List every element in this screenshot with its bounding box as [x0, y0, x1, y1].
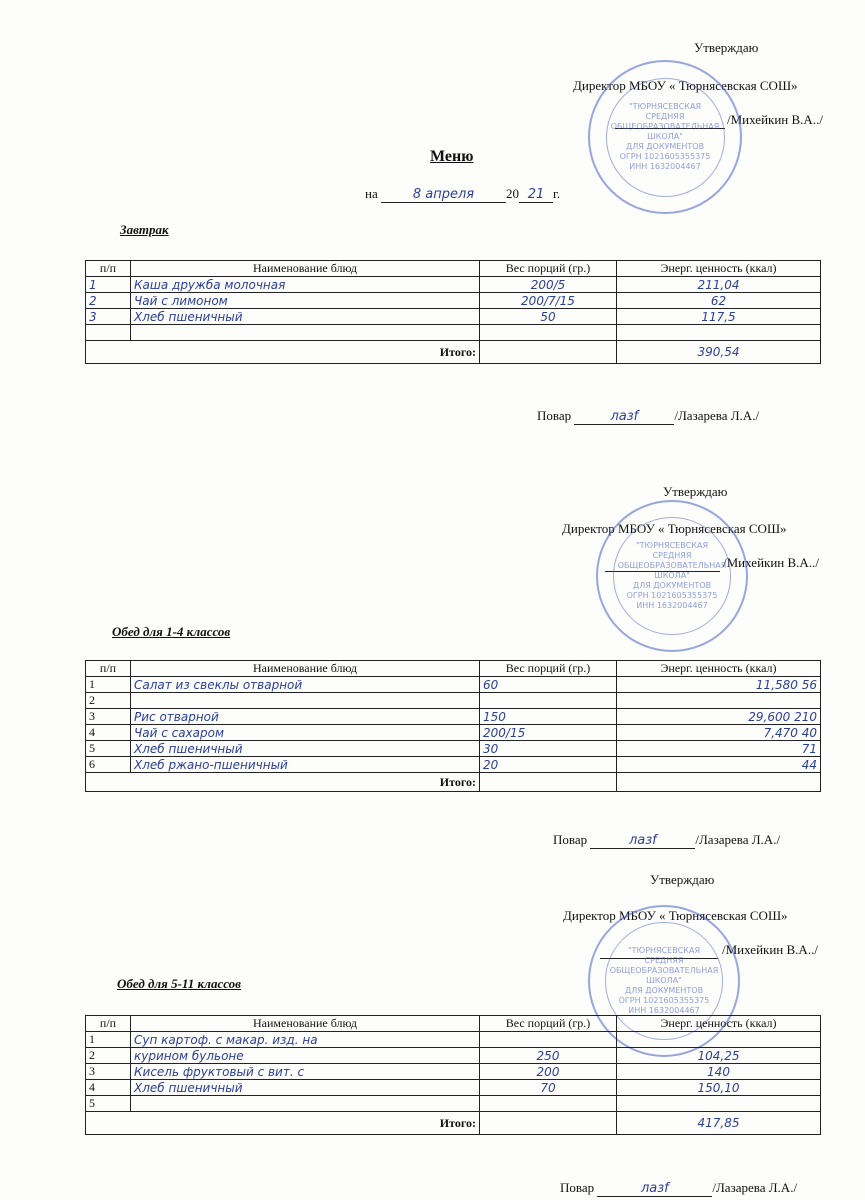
approve-director-name-2: /Михейкин В.А../	[723, 555, 819, 570]
table-header-row	[86, 661, 821, 677]
stamp-line: ОГРН 1021605355375	[626, 591, 718, 600]
cell-num: 2	[86, 293, 131, 309]
cell-name	[131, 693, 480, 709]
page-title: Меню	[430, 148, 474, 165]
cell-weight: 200/5	[480, 277, 617, 293]
col-num: п/п	[86, 261, 131, 277]
col-energy: Энерг. ценность (ккал)	[617, 261, 821, 277]
stamp-line: ОБЩЕОБРАЗОВАТЕЛЬНАЯ	[610, 122, 720, 131]
cell-name	[131, 325, 480, 341]
cell-num: 1	[86, 277, 131, 293]
cook-sign-3	[560, 1180, 797, 1197]
cell-energy	[617, 1096, 821, 1112]
cell-name	[131, 1096, 480, 1112]
cell-name: Кисель фруктовый с вит. с	[131, 1064, 480, 1080]
stamp-line: ШКОЛА"	[654, 571, 690, 580]
cell-name: Салат из свеклы отварной	[131, 677, 480, 693]
table-row	[86, 1080, 821, 1096]
stamp-line: ДЛЯ ДОКУМЕНТОВ	[625, 142, 705, 151]
stamp-line: ИНН 1632004467	[629, 162, 701, 171]
total-value: 390,54	[617, 341, 821, 364]
table-row	[86, 277, 821, 293]
cook-name: /Лазарева Л.А./	[712, 1180, 798, 1195]
cell-weight: 200	[480, 1064, 617, 1080]
cell-weight	[480, 773, 617, 792]
stamp-line: ШКОЛА"	[646, 976, 682, 985]
cook-signature: лазf	[597, 1181, 712, 1197]
cell-name: Хлеб пшеничный	[131, 741, 480, 757]
cell-num: 5	[86, 741, 131, 757]
total-value: 417,85	[617, 1112, 821, 1135]
cell-num: 3	[86, 309, 131, 325]
lunch2-title: Обед для 5-11 классов	[117, 976, 241, 991]
approve-word-2: Утверждаю	[663, 484, 728, 499]
cell-name: Суп картоф. с макар. изд. на	[131, 1032, 480, 1048]
stamp-line: СРЕДНЯЯ	[645, 112, 685, 121]
col-name: Наименование блюд	[131, 661, 480, 677]
col-weight: Вес порций (гр.)	[480, 661, 617, 677]
cell-energy: 7,470 40	[617, 725, 821, 741]
lunch1-title: Обед для 1-4 классов	[112, 624, 231, 639]
col-name: Наименование блюд	[131, 1016, 480, 1032]
total-value	[617, 773, 821, 792]
year-prefix: 20	[505, 186, 519, 201]
table-row	[86, 677, 821, 693]
stamp-line: "ТЮРНЯСЕВСКАЯ	[627, 946, 701, 955]
school-stamp-1	[588, 60, 742, 214]
total-label: Итого:	[86, 1112, 480, 1135]
cell-energy: 211,04	[617, 277, 821, 293]
total-label: Итого:	[86, 773, 480, 792]
table-row	[86, 325, 821, 341]
approve-director-2: Директор МБОУ « Тюрнясевская СОШ»	[562, 521, 787, 536]
cell-num: 1	[86, 677, 131, 693]
stamp-line: ДЛЯ ДОКУМЕНТОВ	[624, 986, 704, 995]
cell-weight: 50	[480, 309, 617, 325]
table-row	[86, 725, 821, 741]
cell-num	[86, 325, 131, 341]
col-num: п/п	[86, 1016, 131, 1032]
cell-weight	[480, 1112, 617, 1135]
table-header-row	[86, 261, 821, 277]
stamp-line: ДЛЯ ДОКУМЕНТОВ	[632, 581, 712, 590]
table-row	[86, 741, 821, 757]
col-name: Наименование блюд	[131, 261, 480, 277]
cell-num: 2	[86, 1048, 131, 1064]
cell-num: 2	[86, 693, 131, 709]
cell-energy	[617, 1032, 821, 1048]
cell-name: Рис отварной	[131, 709, 480, 725]
cell-num: 4	[86, 1080, 131, 1096]
cell-num: 5	[86, 1096, 131, 1112]
table-row	[86, 1048, 821, 1064]
total-label: Итого:	[86, 341, 480, 364]
cell-weight: 70	[480, 1080, 617, 1096]
table-header-row	[86, 1016, 821, 1032]
cell-energy: 11,580 56	[617, 677, 821, 693]
cell-weight	[480, 693, 617, 709]
cell-energy: 62	[617, 293, 821, 309]
approve-director-name-3: /Михейкин В.А../	[722, 942, 818, 957]
table-total-row	[86, 341, 821, 364]
approve-word-3: Утверждаю	[650, 872, 715, 887]
cook-signature: лазf	[590, 833, 695, 849]
table-row	[86, 1064, 821, 1080]
lunch1-table	[85, 660, 821, 792]
approve-director-3: Директор МБОУ « Тюрнясевская СОШ»	[563, 908, 788, 923]
col-energy: Энерг. ценность (ккал)	[617, 1016, 821, 1032]
table-total-row	[86, 1112, 821, 1135]
cell-name: Каша дружба молочная	[131, 277, 480, 293]
cook-label: Повар	[537, 408, 572, 423]
approve-director-name-1: /Михейкин В.А../	[727, 112, 823, 127]
cell-num: 6	[86, 757, 131, 773]
cell-name: Хлеб ржано-пшеничный	[131, 757, 480, 773]
table-row	[86, 293, 821, 309]
table-row	[86, 757, 821, 773]
lunch2-table	[85, 1015, 821, 1135]
cell-energy: 104,25	[617, 1048, 821, 1064]
approve-director-1: Директор МБОУ « Тюрнясевская СОШ»	[573, 78, 798, 93]
cook-label: Повар	[560, 1180, 595, 1195]
cell-weight: 200/7/15	[480, 293, 617, 309]
col-weight: Вес порций (гр.)	[480, 261, 617, 277]
stamp-line: ШКОЛА"	[647, 132, 683, 141]
stamp-line: ОГРН 1021605355375	[619, 152, 711, 161]
cook-label: Повар	[553, 832, 588, 847]
table-total-row	[86, 773, 821, 792]
cell-energy: 29,600 210	[617, 709, 821, 725]
cell-weight	[480, 325, 617, 341]
cell-name: Чай с лимоном	[131, 293, 480, 309]
stamp-line: "ТЮРНЯСЕВСКАЯ	[628, 102, 702, 111]
cook-name: /Лазарева Л.А./	[674, 408, 760, 423]
stamp-line: ОБЩЕОБРАЗОВАТЕЛЬНАЯ	[609, 966, 719, 975]
cell-num: 3	[86, 1064, 131, 1080]
cook-sign-1	[537, 408, 759, 425]
menu-date	[365, 186, 560, 203]
cell-num: 3	[86, 709, 131, 725]
cell-energy: 150,10	[617, 1080, 821, 1096]
col-weight: Вес порций (гр.)	[480, 1016, 617, 1032]
year-handwritten: 21	[519, 187, 553, 203]
cell-weight: 150	[480, 709, 617, 725]
stamp-line: СРЕДНЯЯ	[644, 956, 684, 965]
year-suffix: г.	[552, 186, 561, 201]
date-prefix: на	[365, 186, 378, 201]
cell-weight: 20	[480, 757, 617, 773]
col-num: п/п	[86, 661, 131, 677]
date-handwritten: 8 апреля	[381, 187, 506, 203]
cell-name: Хлеб пшеничный	[131, 1080, 480, 1096]
cell-weight: 60	[480, 677, 617, 693]
cell-energy: 117,5	[617, 309, 821, 325]
cell-energy: 140	[617, 1064, 821, 1080]
stamp-line: ИНН 1632004467	[636, 601, 708, 610]
cook-name: /Лазарева Л.А./	[695, 832, 781, 847]
cell-weight	[480, 1032, 617, 1048]
cell-name: курином бульоне	[131, 1048, 480, 1064]
col-energy: Энерг. ценность (ккал)	[617, 661, 821, 677]
table-row	[86, 1096, 821, 1112]
cell-weight: 200/15	[480, 725, 617, 741]
cell-weight: 30	[480, 741, 617, 757]
school-stamp-2	[596, 500, 748, 652]
cell-energy	[617, 325, 821, 341]
table-row	[86, 709, 821, 725]
cell-weight: 250	[480, 1048, 617, 1064]
cell-energy	[617, 693, 821, 709]
cook-sign-2	[553, 832, 780, 849]
stamp-line: СРЕДНЯЯ	[652, 551, 692, 560]
cell-energy: 71	[617, 741, 821, 757]
stamp-line: ОГРН 1021605355375	[618, 996, 710, 1005]
stamp-line: ИНН 1632004467	[628, 1006, 700, 1015]
cell-name: Чай с сахаром	[131, 725, 480, 741]
cell-name: Хлеб пшеничный	[131, 309, 480, 325]
table-row	[86, 1032, 821, 1048]
cell-num: 1	[86, 1032, 131, 1048]
cell-energy: 44	[617, 757, 821, 773]
cell-weight	[480, 1096, 617, 1112]
cook-signature: лазf	[574, 409, 674, 425]
stamp-line: ОБЩЕОБРАЗОВАТЕЛЬНАЯ	[617, 561, 727, 570]
breakfast-title: Завтрак	[120, 222, 169, 237]
table-row	[86, 309, 821, 325]
cell-num: 4	[86, 725, 131, 741]
breakfast-table	[85, 260, 821, 364]
table-row	[86, 693, 821, 709]
cell-weight	[480, 341, 617, 364]
stamp-line: "ТЮРНЯСЕВСКАЯ	[635, 541, 709, 550]
approve-word-1: Утверждаю	[694, 40, 759, 55]
